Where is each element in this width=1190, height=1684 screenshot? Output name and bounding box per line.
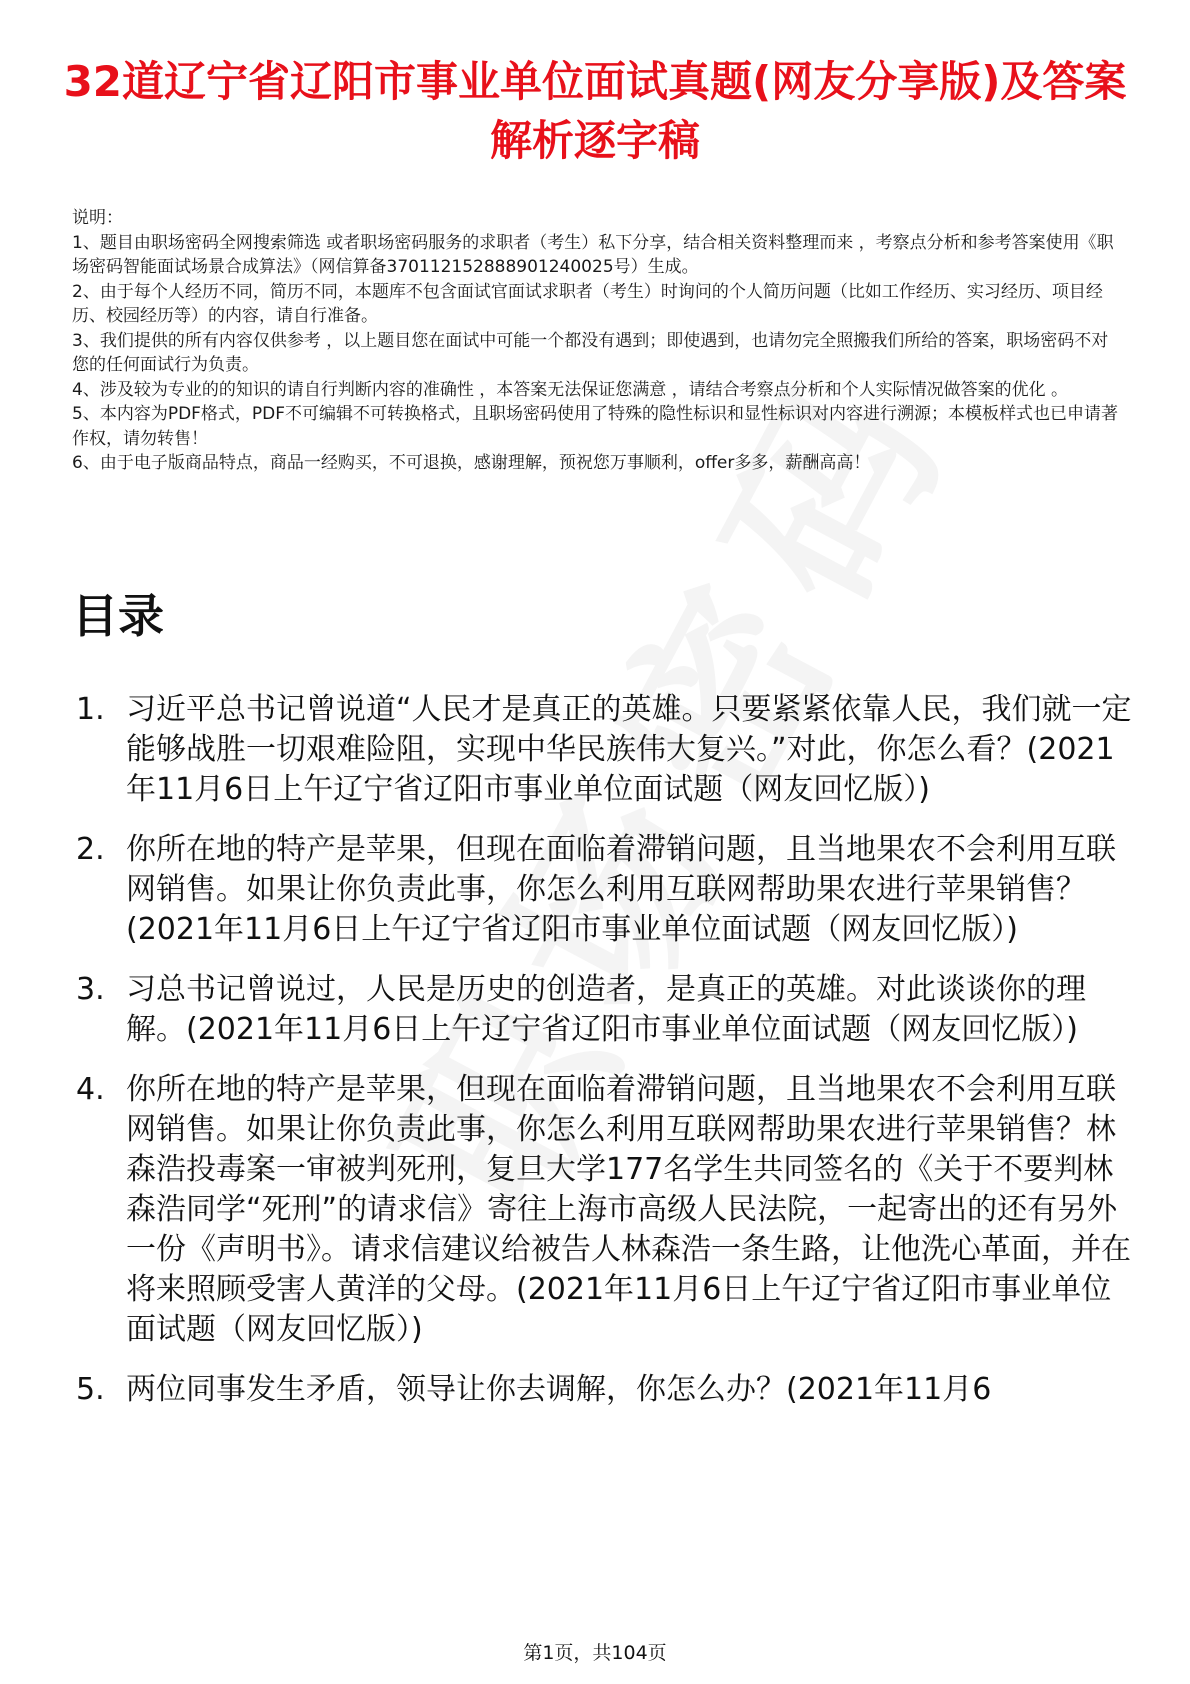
toc-item-text: 你所在地的特产是苹果，但现在面临着滞销问题，且当地果农不会利用互联网销售。如果让你负责此事，你怎么利用互联网帮助果农进行苹果销售？林森浩投毒案一审被判死刑，复旦大学177名学生共同签名的《关于不要判林森浩同学“死刑”的请求信》寄往上海市高级人民法院，一起寄出的还有另外一份《声明书》。请求信建议给被告人林森浩一条生路，让他洗心革面，并在将来照顾受害人黄洋的父母。(2021年11月6日上午辽宁省辽阳市事业单位面试题（网友回忆版）) [126, 1072, 1131, 1347]
note-item: 2、由于每个人经历不同，简历不同，本题库不包含面试官面试求职者（考生）时询问的个人简历问题（比如工作经历、实习经历、项目经历、校园经历等）的内容，请自行准备。 [72, 281, 1103, 326]
toc-item[interactable] [72, 1070, 1132, 1350]
toc-item-number: 4. [76, 1072, 105, 1107]
note-item: 6、由于电子版商品特点，商品一经购买，不可退换，感谢理解，预祝您万事顺利，offer多多，薪酬高高！ [72, 453, 871, 473]
toc-list [72, 690, 1132, 1430]
toc-item[interactable] [72, 1370, 1132, 1410]
page-footer: 第1页，共104页 [523, 1642, 667, 1664]
notes-heading: 说明： [72, 208, 123, 228]
toc-item-text: 两位同事发生矛盾，领导让你去调解，你怎么办？(2021年11月6 [126, 1372, 992, 1407]
toc-item-number: 5. [76, 1372, 105, 1407]
toc-item[interactable] [72, 830, 1132, 950]
document-title: 32道辽宁省辽阳市事业单位面试真题(网友分享版)及答案解析逐字稿 [63, 57, 1127, 165]
toc-item-number: 2. [76, 832, 105, 867]
note-item: 1、题目由职场密码全网搜索筛选 或者职场密码服务的求职者（考生）私下分享，结合相关资料整理而来 ，考察点分析和参考答案使用《职场密码智能面试场景合成算法》（网信算备370112152888901240025号）生成。 [72, 232, 1114, 277]
toc-item-text: 习总书记曾说过，人民是历史的创造者，是真正的英雄。对此谈谈你的理解。(2021年11月6日上午辽宁省辽阳市事业单位面试题（网友回忆版）) [126, 972, 1086, 1047]
toc-item-text: 你所在地的特产是苹果，但现在面临着滞销问题，且当地果农不会利用互联网销售。如果让你负责此事，你怎么利用互联网帮助果农进行苹果销售？(2021年11月6日上午辽宁省辽阳市事业单位面试题（网友回忆版）) [126, 832, 1116, 947]
toc-item[interactable] [72, 690, 1132, 810]
note-item: 4、涉及较为专业的的知识的请自行判断内容的准确性 ，本答案无法保证您满意 ，请结合考察点分析和个人实际情况做答案的优化 。 [72, 379, 1069, 400]
toc-item-text: 习近平总书记曾说道“人民才是真正的英雄。只要紧紧依靠人民，我们就一定能够战胜一切艰难险阻，实现中华民族伟大复兴。”对此，你怎么看？(2021年11月6日上午辽宁省辽阳市事业单位面试题（网友回忆版）) [126, 692, 1132, 807]
notes-section [72, 206, 1122, 476]
note-item: 5、本内容为PDF格式，PDF不可编辑不可转换格式，且职场密码使用了特殊的隐性标识和显性标识对内容进行溯源；本模板样式也已申请著作权，请勿转售！ [72, 404, 1119, 449]
toc-item-number: 1. [76, 692, 105, 727]
toc-heading: 目录 [72, 589, 164, 643]
note-item: 3、我们提供的所有内容仅供参考 ，以上题目您在面试中可能一个都没有遇到；即使遇到，也请勿完全照搬我们所给的答案，职场密码不对您的任何面试行为负责。 [72, 330, 1109, 375]
toc-item[interactable] [72, 970, 1132, 1050]
toc-item-number: 3. [76, 972, 105, 1007]
